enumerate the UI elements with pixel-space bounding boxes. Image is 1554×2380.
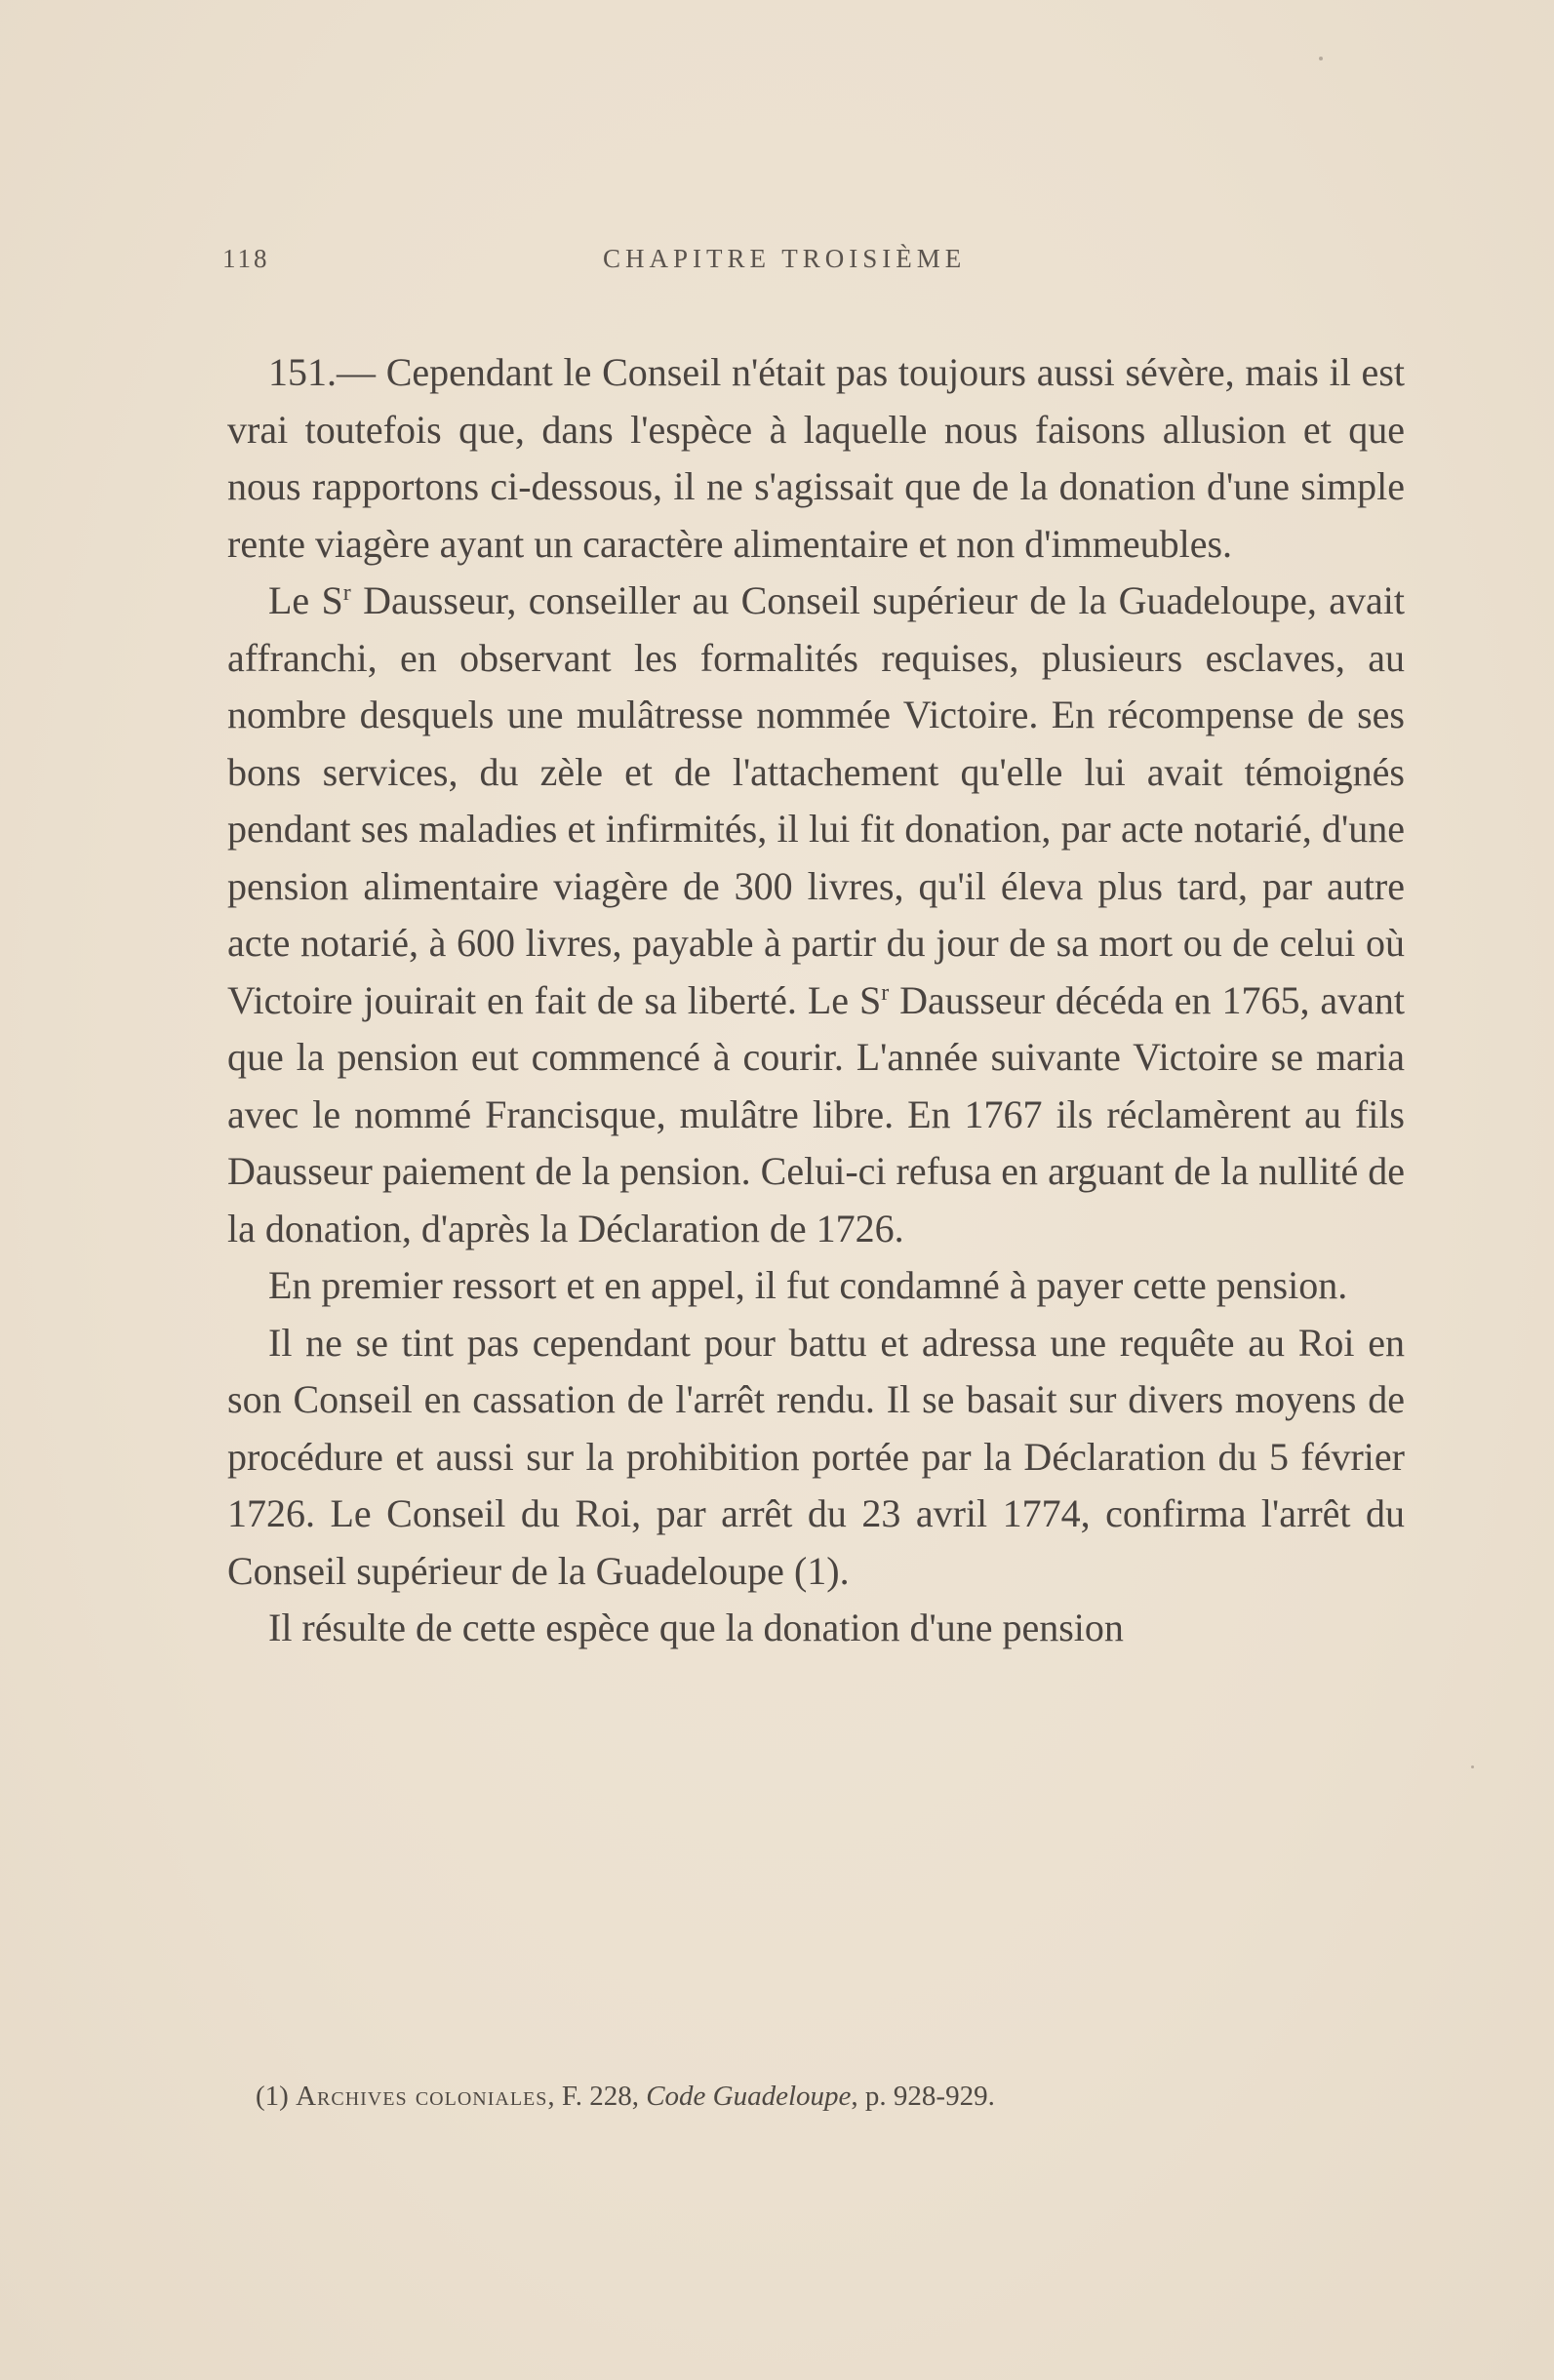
footnote-code: Code Guadeloupe bbox=[646, 2081, 852, 2112]
running-head: CHAPITRE TROISIÈME bbox=[603, 244, 967, 273]
body-text bbox=[227, 344, 1405, 2051]
paragraph: Il ne se tint pas cependant pour battu et adressa une requête au Roi en son Conseil en cassation de l'arrêt rendu. Il se basait sur divers moyens de procédure et aussi sur la prohibition portée par la Déclaration du 5 février 1726. Le Conseil du Roi, par arrêt du 23 avril 1774, confirma l'arrêt du Conseil supérieur de la Guadeloupe (1). bbox=[227, 1320, 1405, 1593]
paragraph: Il résulte de cette espèce que la donation d'une pension bbox=[268, 1606, 1124, 1649]
footnote bbox=[256, 2081, 1377, 2120]
superscript: r bbox=[881, 979, 890, 1006]
paragraph-segment: Dausseur, conseiller au Conseil supérieur de la Guadeloupe, avait affranchi, en observant les formalités requises, plusieurs esclaves, au nombre desquels une mulâtresse nommée Victoire. En récompense de ses bons services, du zèle et de l'attachement qu'elle lui avait témoignés pendant ses maladies et infirmités, il lui fit donation, par acte notarié, d'une pension alimentaire viagère de 300 livres, qu'il éleva plus tard, par autre acte notarié, à 600 livres, payable à partir du jour de sa mort ou de celui où Victoire jouirait en fait de sa liberté. Le S bbox=[227, 578, 1405, 1022]
paragraph: En premier ressort et en appel, il fut condamné à payer cette pension. bbox=[268, 1263, 1348, 1307]
paragraph-segment: Le S bbox=[268, 578, 343, 622]
footnote-pages: , p. 928-929. bbox=[851, 2081, 995, 2112]
superscript: r bbox=[342, 580, 351, 606]
paragraph-segment: Dausseur décéda en 1765, avant que la pension eut commencé à courir. L'année suivante Victoire se maria avec le nommé Francisque, mulâtre libre. En 1767 ils réclamèrent au fils Dausseur paiement de la pension. Celui-ci refusa en arguant de la nullité de la donation, d'après la Déclaration de 1726. bbox=[227, 977, 1405, 1250]
page-header bbox=[222, 244, 1403, 283]
page-number: 118 bbox=[222, 244, 270, 273]
paper-speck bbox=[1319, 57, 1323, 60]
footnote-marker: (1) bbox=[256, 2081, 289, 2112]
paragraph bbox=[227, 573, 1405, 1257]
paragraph: 151.— Cependant le Conseil n'était pas toujours aussi sévère, mais il est vrai toutefois que, dans l'espèce à laquelle nous faisons allusion et que nous rapportons ci-dessous, il ne s'agissait que de la donation d'une simple rente viagère ayant un caractère alimentaire et non d'immeubles. bbox=[227, 350, 1405, 566]
paper-speck bbox=[1471, 1765, 1474, 1768]
footnote-ref: , F. 228, bbox=[547, 2081, 647, 2112]
footnote-source: Archives coloniales bbox=[296, 2081, 548, 2112]
